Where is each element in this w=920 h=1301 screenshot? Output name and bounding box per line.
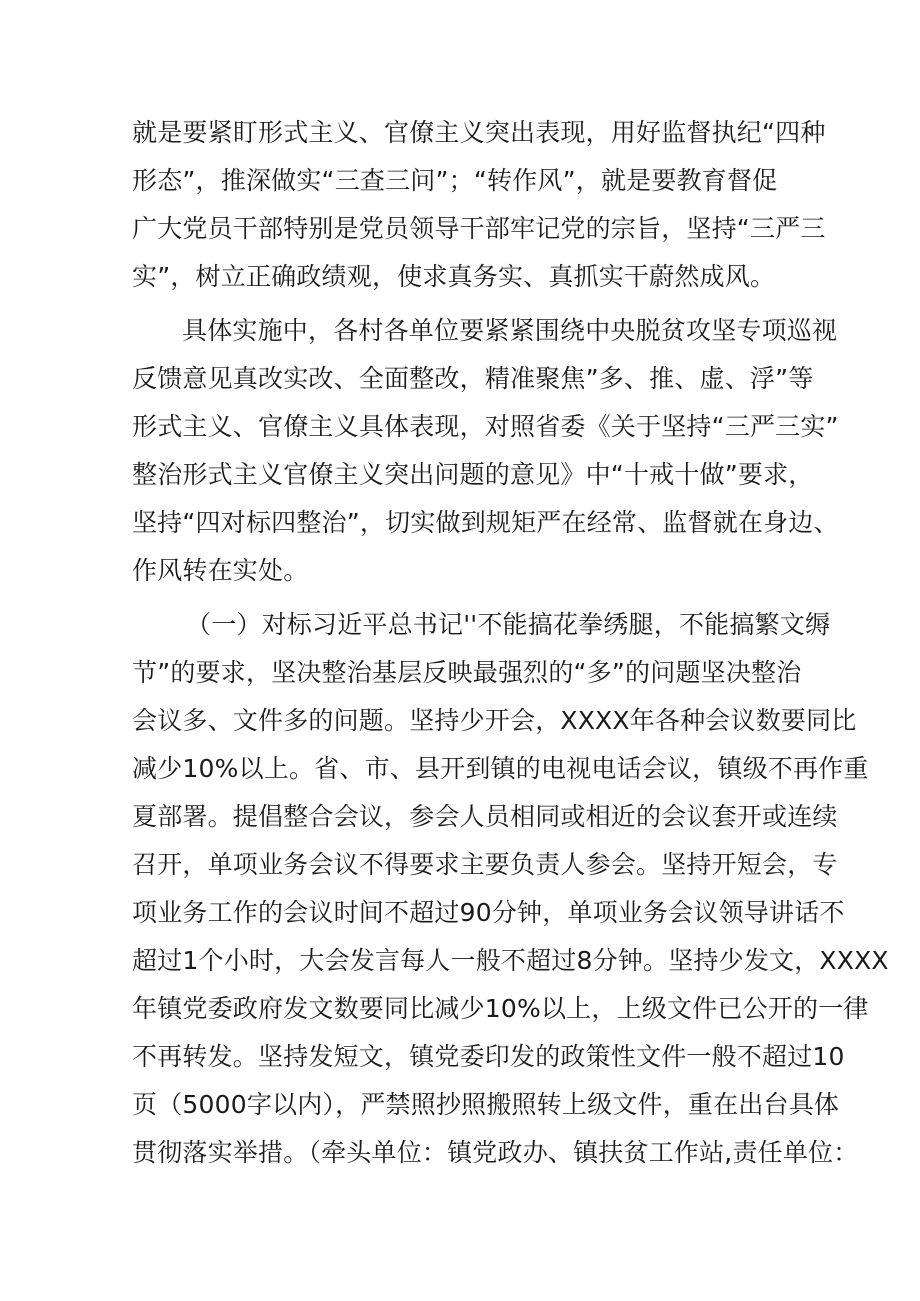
text-line: 页（5000字以内），严禁照抄照搬照转上级文件，重在出台具体 bbox=[132, 1090, 840, 1119]
text-line: 反馈意见真改实改、全面整改，精准聚焦”多、推、虚、浮”等 bbox=[132, 364, 814, 393]
text-line: （一）对标习近平总书记''不能搞花拳绣腿，不能搞繁文缛 bbox=[186, 610, 831, 639]
text-line: 会议多、文件多的问题。坚持少开会，XXXX年各种会议数要同比 bbox=[132, 706, 857, 735]
text-line: 形式主义、官僚主义具体表现，对照省委《关于坚持“三严三实” bbox=[132, 412, 839, 441]
text-line: 就是要紧盯形式主义、官僚主义突出表现，用好监督执纪“四种 bbox=[132, 118, 826, 147]
text-line: 不再转发。坚持发短文，镇党委印发的政策性文件一般不超过10 bbox=[132, 1042, 845, 1071]
text-line: 召开，单项业务会议不得要求主要负责人参会。坚持开短会，专 bbox=[132, 850, 838, 879]
text-line: 超过1个小时，大会发言每人一般不超过8分钟。坚持少发文，XXXX bbox=[132, 946, 889, 975]
text-line: 减少10%以上。省、市、县开到镇的电视电话会议，镇级不再作重 bbox=[132, 754, 869, 783]
text-line: 整治形式主义官僚主义突出问题的意见》中“十戒十做”要求， bbox=[132, 460, 814, 489]
text-line: 具体实施中，各村各单位要紧紧围绕中央脱贫攻坚专项巡视 bbox=[182, 316, 838, 345]
text-line: 节”的要求，坚决整治基层反映最强烈的“多”的问题坚决整治 bbox=[132, 658, 802, 687]
paragraph-3 bbox=[132, 601, 889, 1177]
paragraph-1 bbox=[132, 109, 826, 301]
text-line: 夏部署。提倡整合会议，参会人员相同或相近的会议套开或连续 bbox=[132, 802, 838, 831]
text-line: 广大党员干部特别是党员领导干部牢记党的宗旨，坚持“三严三 bbox=[132, 214, 826, 243]
text-line: 项业务工作的会议时间不超过90分钟，单项业务会议领导讲话不 bbox=[132, 898, 845, 927]
text-line: 实”，树立正确政绩观，使求真务实、真抓实干蔚然成风。 bbox=[132, 262, 776, 291]
paragraph-2 bbox=[132, 307, 839, 595]
text-line: 年镇党委政府发文数要同比减少10%以上，上级文件已公开的一律 bbox=[132, 994, 869, 1023]
text-line: 坚持“四对标四整治”，切实做到规矩严在经常、监督就在身边、 bbox=[132, 508, 839, 537]
text-line: 作风转在实处。 bbox=[132, 556, 309, 585]
text-line: 贯彻落实举措。（牵头单位：镇党政办、镇扶贫工作站,责任单位： bbox=[132, 1138, 859, 1167]
text-line: 形态”，推深做实“三查三问”；“转作风”，就是要教育督促 bbox=[132, 166, 778, 195]
document-body bbox=[132, 109, 889, 1177]
